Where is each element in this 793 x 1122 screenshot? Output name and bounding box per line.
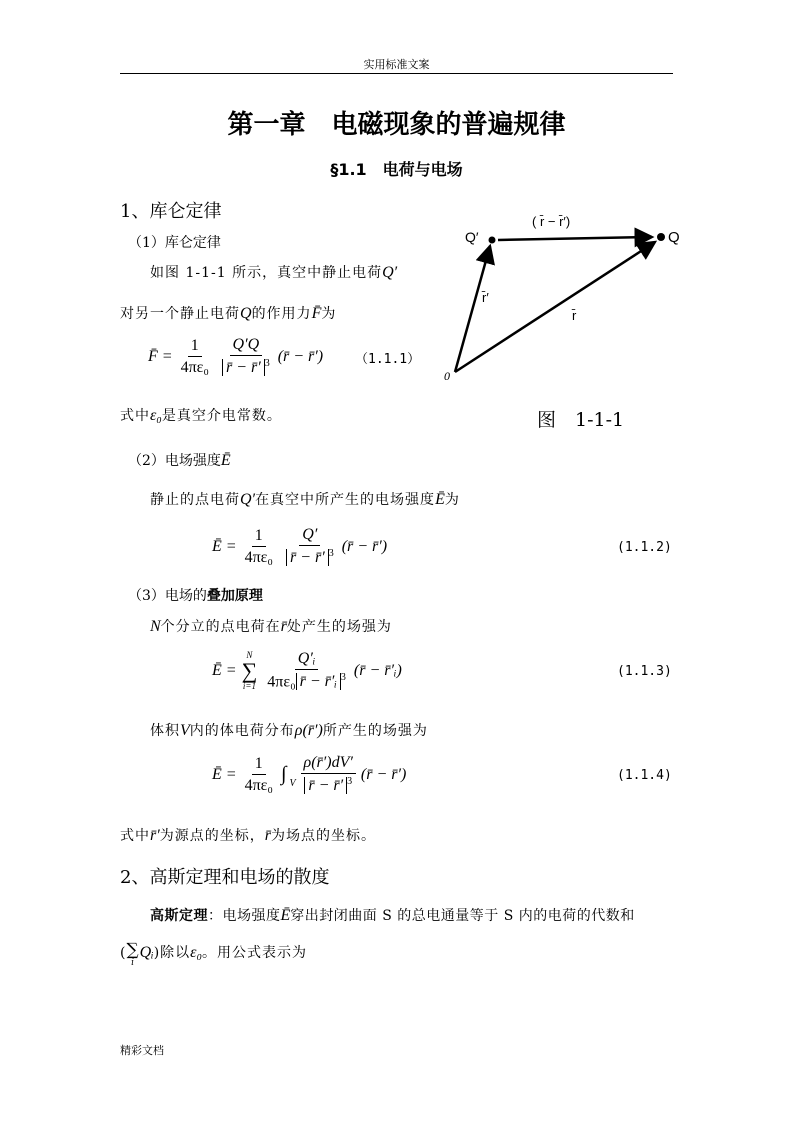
paragraph-gauss-1 bbox=[150, 905, 635, 925]
numerator: Q′ bbox=[299, 526, 320, 546]
numerator: Q′Q bbox=[230, 336, 263, 356]
text: 穿出封闭曲面 S 的总电通量等于 S 内的电荷的代数和 bbox=[290, 908, 635, 924]
denominator: 4πε₀ bbox=[180, 358, 209, 376]
denominator: 4πε₀ bbox=[244, 776, 273, 794]
text: 为 bbox=[321, 306, 337, 322]
term-gauss-law: 高斯定理 bbox=[150, 908, 208, 924]
eq-lhs: Ē = bbox=[212, 537, 237, 555]
equation-number: (1.1.2) bbox=[617, 540, 672, 555]
exponent: 3 bbox=[347, 776, 353, 787]
integral-domain: V bbox=[289, 778, 296, 790]
text: 为场点的坐标。 bbox=[270, 828, 376, 844]
text: 处产生的场强为 bbox=[286, 619, 392, 635]
text: 式中 bbox=[120, 408, 150, 424]
equation-1-1-4 bbox=[212, 754, 406, 795]
text: 除以 bbox=[160, 945, 191, 961]
text: 。用公式表示为 bbox=[202, 945, 308, 961]
page-footer: 精彩文档 bbox=[120, 1044, 164, 1057]
sum-symbol: ∑ bbox=[126, 940, 140, 960]
exponent: 3 bbox=[264, 358, 270, 369]
header-rule bbox=[120, 73, 673, 74]
math-e: Ē bbox=[280, 907, 291, 924]
numerator: 1 bbox=[252, 527, 266, 547]
numerator: 1 bbox=[252, 755, 266, 775]
fraction bbox=[283, 526, 337, 567]
equation-1-1-2 bbox=[212, 526, 387, 567]
math-epsilon0: ε₀ bbox=[150, 407, 162, 424]
text: 体积 bbox=[150, 723, 180, 739]
math-e: Ē bbox=[220, 452, 231, 469]
eq-lhs: F̄ = bbox=[148, 347, 173, 365]
math-v: V bbox=[180, 722, 190, 739]
equation-1-1-1 bbox=[148, 336, 323, 377]
fraction bbox=[264, 650, 349, 691]
paragraph-1 bbox=[150, 262, 397, 282]
label-q-prime: Q′ bbox=[465, 229, 479, 245]
math-q: Q bbox=[240, 305, 252, 322]
text: 如图 1-1-1 所示，真空中静止电荷 bbox=[150, 265, 383, 281]
text: 对另一个静止电荷 bbox=[120, 306, 240, 322]
text: （3）电场的 bbox=[128, 588, 207, 604]
math-n: N bbox=[150, 618, 161, 635]
paragraph-2 bbox=[120, 303, 336, 323]
math-q-prime: Q′ bbox=[240, 491, 256, 508]
text: 内的体电荷分布 bbox=[189, 723, 295, 739]
section-title: §1.1 电荷与电场 bbox=[330, 160, 463, 179]
text: 所产生的场强为 bbox=[322, 723, 428, 739]
eq-vector: (r̄ − r̄′) bbox=[277, 347, 324, 365]
eq-vector: (r̄ − r̄′ᵢ) bbox=[353, 661, 402, 679]
paragraph-4 bbox=[150, 489, 460, 509]
math-q-prime: Q′ bbox=[382, 264, 398, 281]
label-origin: 0 bbox=[444, 369, 450, 383]
sum-lower: i=1 bbox=[242, 680, 256, 691]
label-r: r̄ bbox=[572, 308, 577, 323]
sum-index: i bbox=[131, 958, 135, 968]
denominator: 4πε₀ bbox=[267, 673, 296, 691]
fraction bbox=[242, 527, 276, 567]
text: 叠加原理 bbox=[206, 588, 263, 604]
heading-coulomb-law: 1、库仑定律 bbox=[120, 201, 222, 222]
denominator: r̄ − r̄′ bbox=[286, 549, 329, 566]
fraction bbox=[178, 337, 212, 377]
math-epsilon0: ε₀ bbox=[190, 944, 203, 961]
math-f: F̄ bbox=[311, 305, 322, 322]
eq-vector: (r̄ − r̄′) bbox=[360, 765, 407, 783]
equation-1-1-3 bbox=[212, 650, 402, 691]
math-r-prime: r̄′ bbox=[150, 827, 160, 844]
denominator: r̄ − r̄′ bbox=[222, 359, 265, 376]
equation-number: (1.1.3) bbox=[617, 664, 672, 679]
text: 式中 bbox=[120, 828, 150, 844]
text: （2）电场强度 bbox=[128, 453, 221, 469]
fraction bbox=[242, 755, 276, 795]
eq-lhs: Ē = bbox=[212, 661, 237, 679]
paragraph-3 bbox=[120, 405, 282, 425]
eq-vector: (r̄ − r̄′) bbox=[341, 537, 388, 555]
numerator: 1 bbox=[188, 337, 202, 357]
text: 在真空中所产生的电场强度 bbox=[255, 492, 436, 508]
math-r: r̄ bbox=[280, 618, 287, 635]
numerator: ρ(r̄′)dV′ bbox=[301, 754, 356, 774]
text: ) bbox=[153, 945, 161, 961]
subheading-superposition bbox=[128, 585, 263, 605]
text: ：电场强度 bbox=[208, 908, 281, 924]
math-rho: ρ(r̄′) bbox=[294, 722, 323, 739]
eq-lhs: Ē = bbox=[212, 765, 237, 783]
fraction bbox=[219, 336, 273, 377]
math-r: r̄ bbox=[264, 827, 271, 844]
paragraph-gauss-2 bbox=[120, 942, 307, 968]
charge-q bbox=[657, 233, 665, 241]
text: 个分立的点电荷在 bbox=[160, 619, 281, 635]
denominator: r̄ − r̄′ bbox=[304, 777, 347, 794]
text: 的作用力 bbox=[251, 306, 312, 322]
text: ( bbox=[120, 945, 127, 961]
label-q: Q bbox=[668, 229, 680, 246]
numerator: Q′ᵢ bbox=[295, 650, 319, 670]
equation-number: （1.1.1） bbox=[355, 352, 421, 367]
sum-upper: N bbox=[246, 649, 253, 660]
exponent: 3 bbox=[340, 672, 346, 683]
denominator: r̄ − r̄′ᵢ bbox=[296, 673, 341, 690]
text: 静止的点电荷 bbox=[150, 492, 240, 508]
chapter-title: 第一章 电磁现象的普遍规律 bbox=[227, 110, 566, 140]
figure-caption: 图 1-1-1 bbox=[537, 409, 625, 431]
subheading-coulomb-law: （1）库仑定律 bbox=[128, 235, 221, 251]
exponent: 3 bbox=[328, 548, 334, 559]
figure-1-1-1 bbox=[440, 200, 690, 400]
integral-symbol: ∫ bbox=[280, 763, 287, 786]
math-e: Ē bbox=[435, 491, 445, 508]
charge-q-prime bbox=[489, 237, 496, 244]
sum-symbol: ∑ bbox=[241, 657, 258, 683]
summation bbox=[242, 651, 258, 691]
label-r-minus-r-prime: ( r̄ − r̄′) bbox=[532, 214, 571, 229]
vector-r-minus-r-prime bbox=[498, 237, 652, 240]
label-r-prime: r̄′ bbox=[482, 290, 489, 305]
heading-gauss-law: 2、高斯定理和电场的散度 bbox=[120, 867, 330, 888]
paragraph-6 bbox=[150, 720, 428, 740]
paragraph-5 bbox=[150, 616, 392, 636]
equation-number: (1.1.4) bbox=[617, 768, 672, 783]
subheading-field-strength bbox=[128, 450, 231, 470]
text: 为 bbox=[444, 492, 460, 508]
denominator: 4πε₀ bbox=[244, 548, 273, 566]
text: 为源点的坐标， bbox=[159, 828, 265, 844]
text: 是真空介电常数。 bbox=[161, 408, 282, 424]
paragraph-7 bbox=[120, 825, 376, 845]
page-header: 实用标准文案 bbox=[363, 58, 430, 71]
fraction bbox=[301, 754, 356, 795]
math-qi: Qᵢ bbox=[139, 944, 154, 961]
